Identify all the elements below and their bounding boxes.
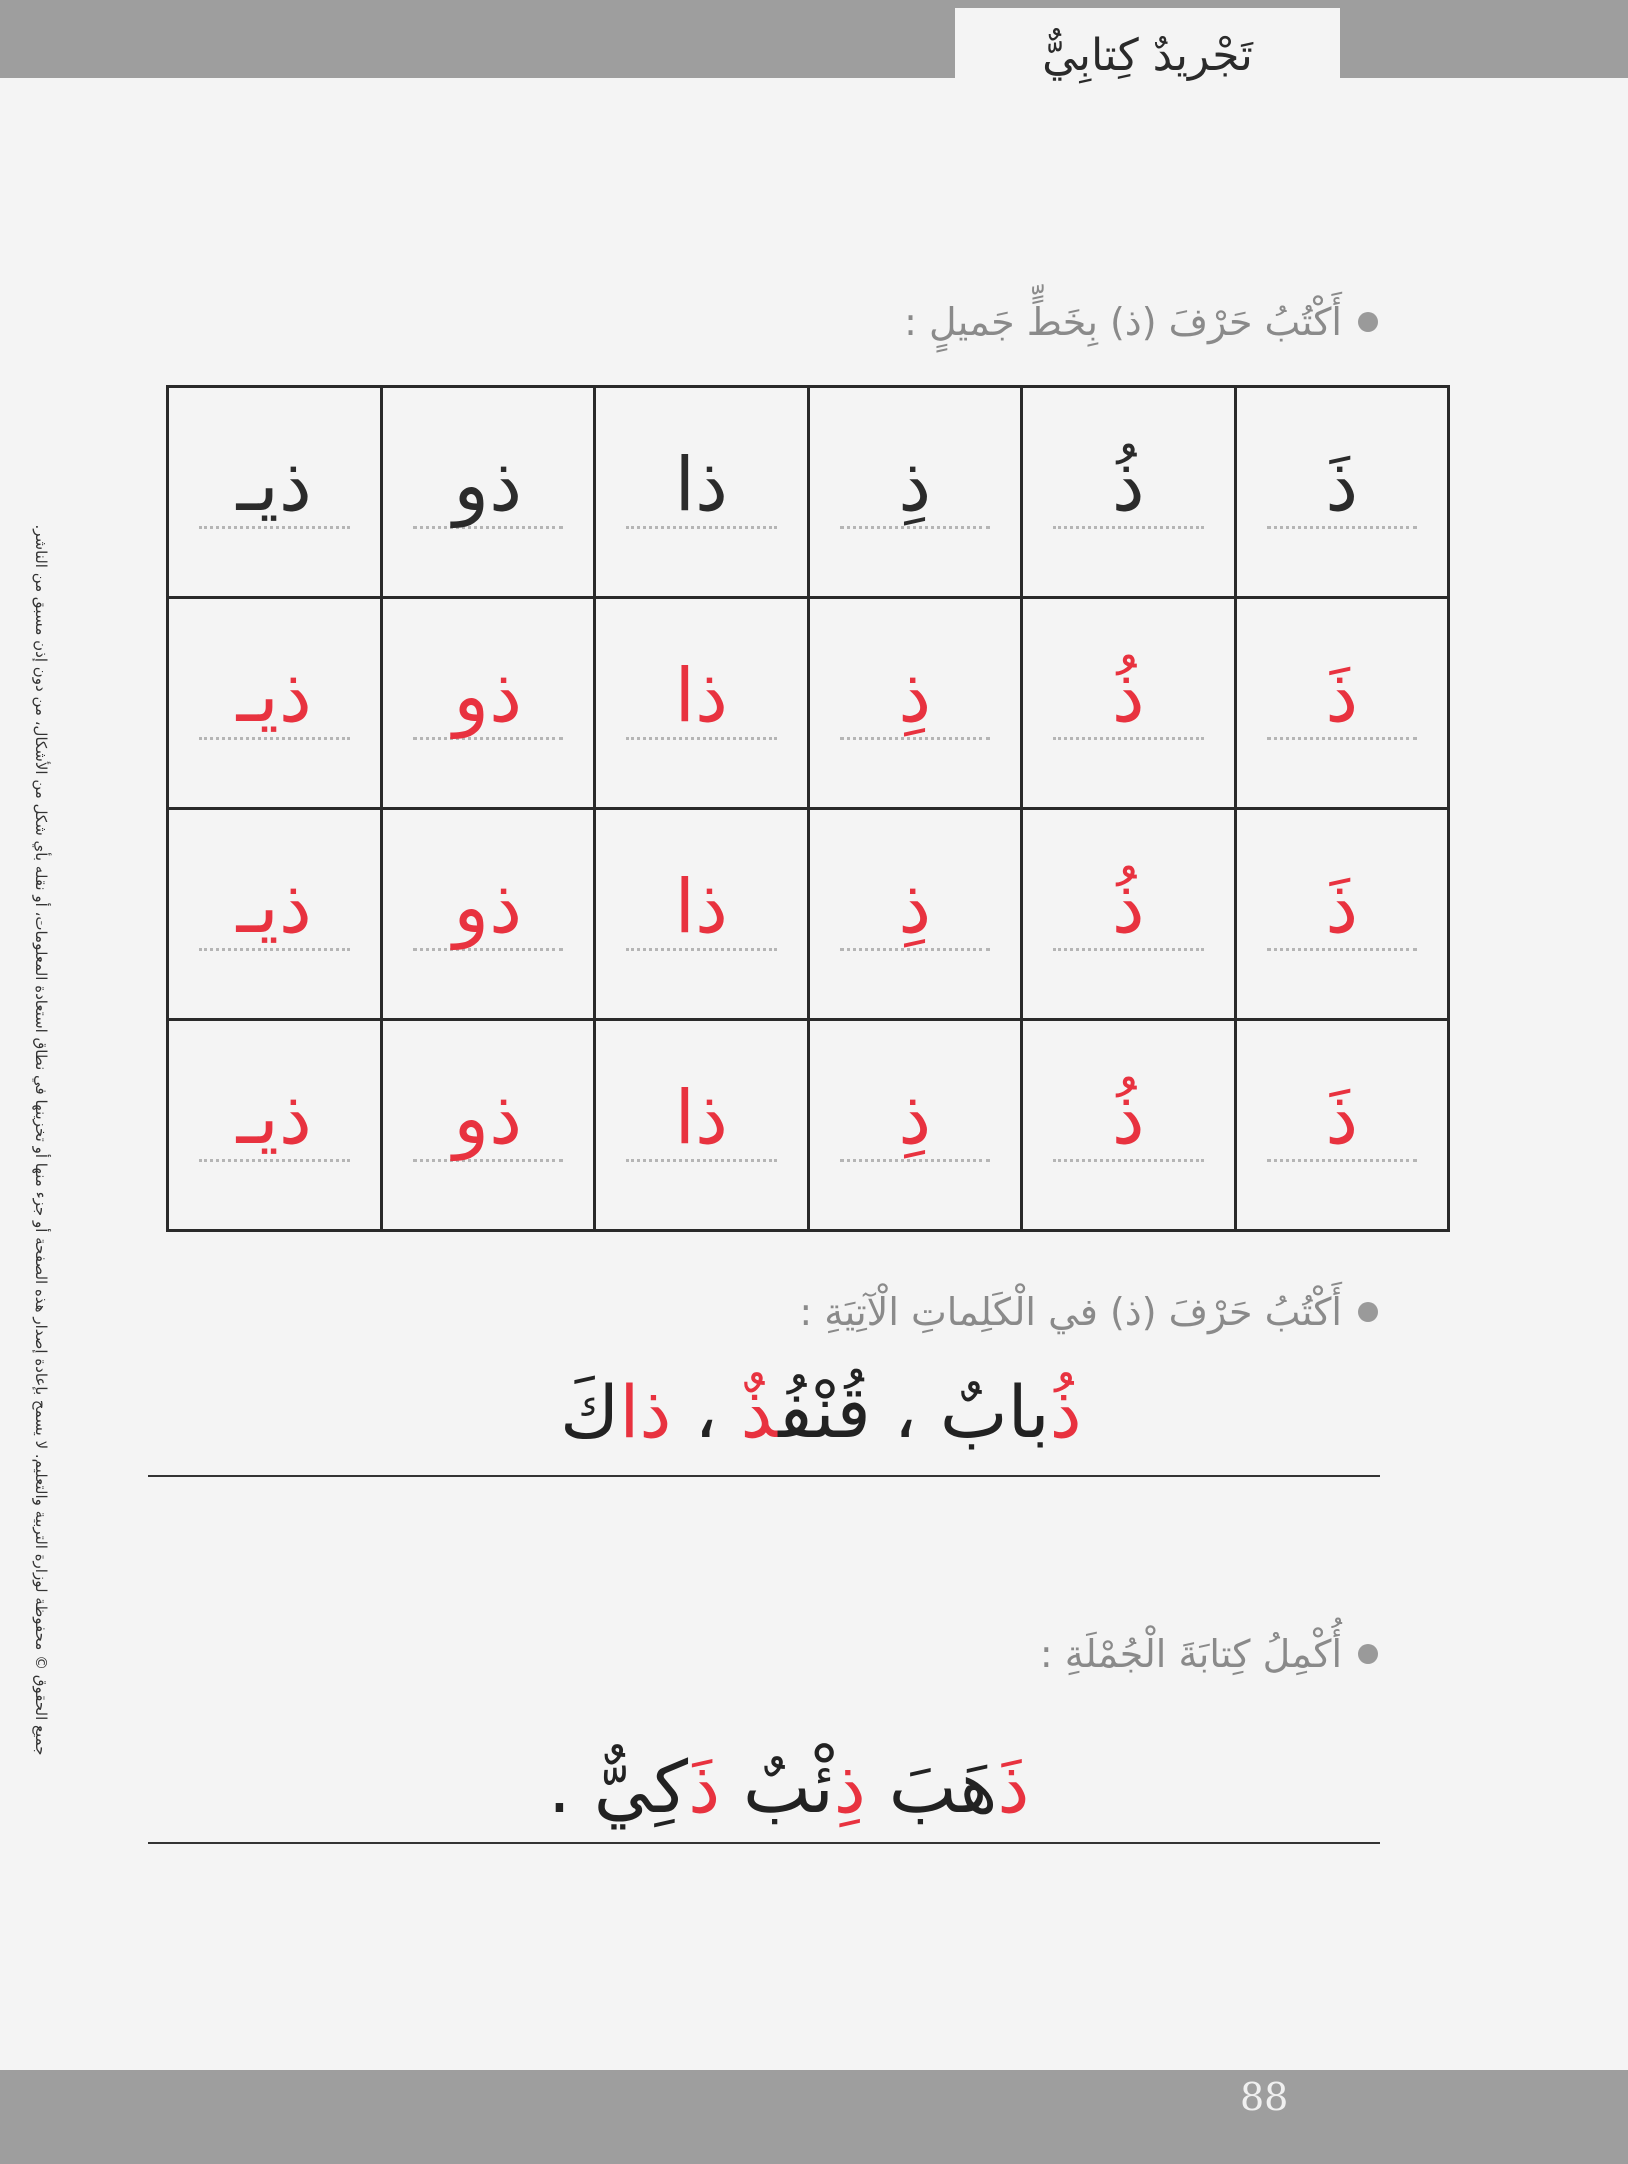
grid-cell[interactable] — [1235, 809, 1449, 1020]
grid-cell[interactable] — [808, 1020, 1022, 1231]
top-right-band — [1340, 0, 1628, 78]
traced-letter: ذِ — [898, 1075, 932, 1161]
sentence-word-3-letter: ذَ — [688, 1745, 721, 1829]
grid-cell[interactable] — [168, 1020, 382, 1231]
bullet-icon — [1358, 312, 1378, 332]
grid-cell[interactable] — [1235, 1020, 1449, 1231]
instruction-3 — [1040, 1632, 1378, 1676]
word-2-letter: ذٌ — [740, 1370, 779, 1454]
traced-letter: ذِ — [898, 864, 932, 950]
model-letter: ذَ — [1325, 442, 1359, 528]
sentence-end: . — [548, 1745, 571, 1829]
traced-letter: ذَ — [1325, 653, 1359, 739]
grid-cell[interactable] — [1022, 598, 1236, 809]
grid-cell[interactable] — [595, 598, 809, 809]
traced-letter: ذو — [453, 864, 523, 950]
writing-line-2 — [148, 1842, 1380, 1844]
traced-letter: ذيـ — [236, 1075, 312, 1161]
grid-cell[interactable] — [808, 598, 1022, 809]
grid-cell[interactable] — [1022, 809, 1236, 1020]
writing-line-1 — [148, 1475, 1380, 1477]
grid-cell[interactable] — [595, 387, 809, 598]
model-letter: ذو — [453, 442, 523, 528]
word-1-letter: ذُ — [1049, 1370, 1082, 1454]
word-3-rest: كَ — [560, 1370, 620, 1454]
copyright-notice: جميع الحقوق © محفوظة لوزارة التربية والتعليم. لا يسمح بإعادة إصدار هذه الصفحة أو جزء منها أو تخزينها في نطاق استعادة المعلومات، أو نقله بأي شكل من الأشكال، من دون إذن مسبق من الناشر. — [32, 524, 50, 1756]
grid-row — [168, 598, 1449, 809]
word-2-prefix: قُنْفُ — [778, 1370, 871, 1454]
grid-cell[interactable] — [1235, 387, 1449, 598]
traced-letter: ذُ — [1111, 653, 1145, 739]
traced-letter: ذا — [674, 653, 728, 739]
traced-letter: ذَ — [1325, 1075, 1359, 1161]
sentence-word-1-letter: ذَ — [997, 1745, 1030, 1829]
traced-letter: ذا — [674, 864, 728, 950]
grid-cell[interactable] — [808, 387, 1022, 598]
grid-cell[interactable] — [808, 809, 1022, 1020]
sentence-word-2-letter: ذِ — [833, 1745, 866, 1829]
letter-grid — [166, 385, 1450, 1232]
grid-cell[interactable] — [1235, 598, 1449, 809]
sentence-word-2-rest: ئْبٌ — [743, 1745, 834, 1829]
page-title: تَجْريدٌ كِتابِيٌّ — [1042, 30, 1253, 81]
sentence-word-3-rest: كِيٌّ — [593, 1745, 689, 1829]
instruction-3-text: أُكْمِلُ كِتابَةَ الْجُمْلَةِ : — [1039, 1632, 1342, 1676]
grid-cell[interactable] — [168, 387, 382, 598]
grid-cell[interactable] — [168, 598, 382, 809]
grid-cell[interactable] — [381, 598, 595, 809]
traced-letter: ذيـ — [236, 653, 312, 739]
grid-cell[interactable] — [381, 387, 595, 598]
grid-row — [168, 387, 1449, 598]
separator: ، — [694, 1370, 718, 1454]
grid-cell[interactable] — [1022, 387, 1236, 598]
instruction-1-text: أَكْتُبُ حَرْفَ (ذ) بِخَطٍّ جَميلٍ : — [904, 300, 1342, 344]
bullet-icon — [1358, 1302, 1378, 1322]
traced-letter: ذِ — [898, 653, 932, 739]
traced-letter: ذَ — [1325, 864, 1359, 950]
model-letter: ذا — [674, 442, 728, 528]
words-line — [560, 1370, 1082, 1454]
traced-letter: ذُ — [1111, 864, 1145, 950]
grid-cell[interactable] — [381, 1020, 595, 1231]
traced-letter: ذو — [453, 653, 523, 739]
footer-band — [0, 2070, 1628, 2164]
grid-cell[interactable] — [1022, 1020, 1236, 1231]
separator: ، — [893, 1370, 917, 1454]
model-letter: ذيـ — [236, 442, 312, 528]
model-letter: ذِ — [898, 442, 932, 528]
traced-letter: ذا — [674, 1075, 728, 1161]
instruction-2 — [799, 1290, 1378, 1334]
grid-cell[interactable] — [595, 1020, 809, 1231]
grid-row — [168, 1020, 1449, 1231]
bullet-icon — [1358, 1644, 1378, 1664]
model-letter: ذُ — [1111, 442, 1145, 528]
grid-row — [168, 809, 1449, 1020]
instruction-2-text: أَكْتُبُ حَرْفَ (ذ) في الْكَلِماتِ الْآتِيَةِ : — [799, 1290, 1342, 1334]
grid-cell[interactable] — [168, 809, 382, 1020]
word-3-letter: ذا — [619, 1370, 672, 1454]
traced-letter: ذو — [453, 1075, 523, 1161]
sentence-word-1-rest: هَبَ — [888, 1745, 998, 1829]
grid-cell[interactable] — [381, 809, 595, 1020]
grid-cell[interactable] — [595, 809, 809, 1020]
instruction-1 — [904, 300, 1378, 344]
word-1-rest: بابٌ — [939, 1370, 1050, 1454]
sentence-line — [548, 1745, 1029, 1829]
page-number: 88 — [1240, 2075, 1289, 2119]
traced-letter: ذُ — [1111, 1075, 1145, 1161]
traced-letter: ذيـ — [236, 864, 312, 950]
